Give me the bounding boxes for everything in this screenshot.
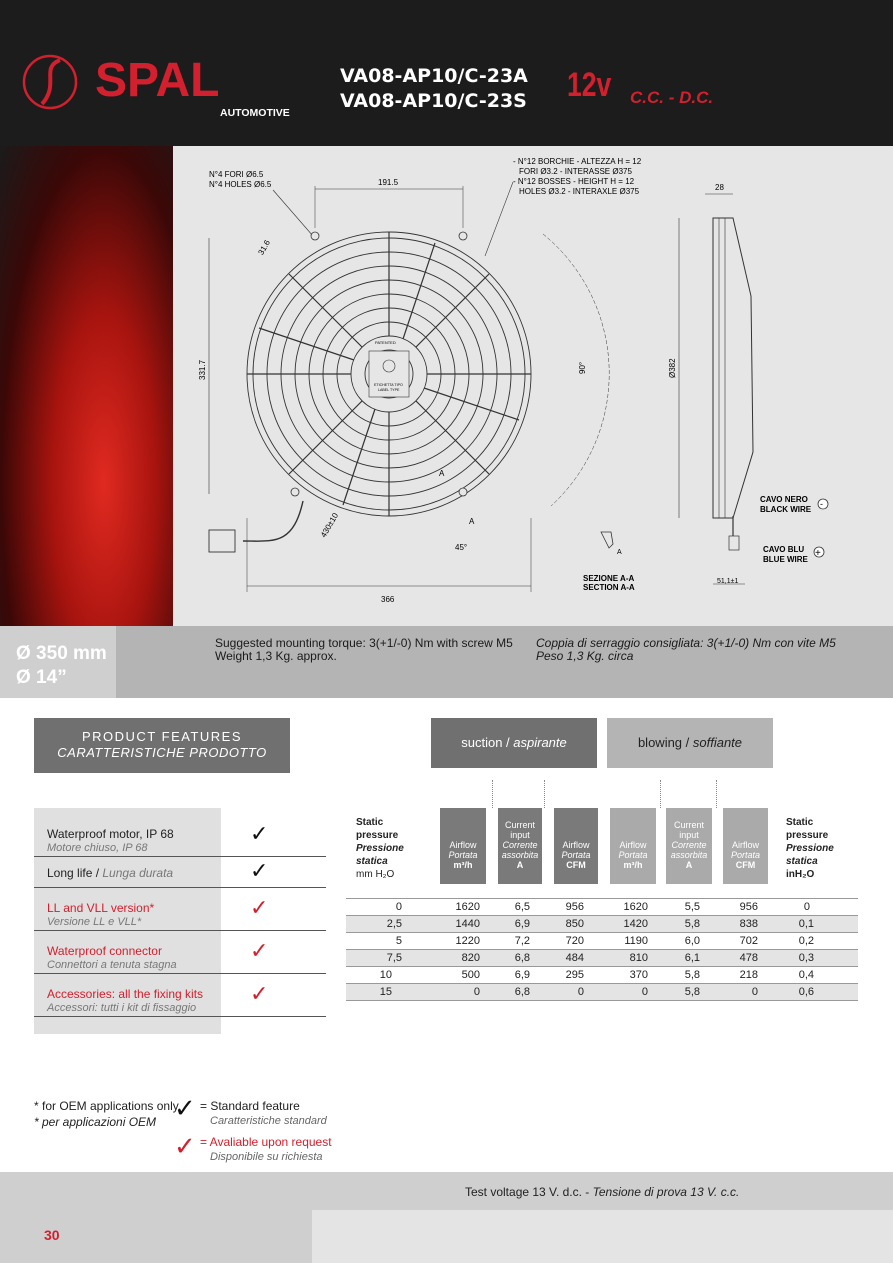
holes-label-en: N°4 HOLES Ø6.5	[209, 180, 272, 189]
header	[0, 0, 893, 146]
table-row: 2,5 1440 6,9 850 1420 5,8 838 0,1	[346, 916, 858, 933]
suction-label-it: aspirante	[513, 735, 567, 750]
product-features-header	[34, 718, 290, 773]
dim-331: 331.7	[198, 359, 207, 380]
legend-request-en: = Avaliable upon request	[200, 1135, 332, 1149]
label-a-1: A	[439, 469, 445, 478]
static-pressure-header-right: Static pressure Pressione statica inH₂O	[786, 817, 834, 880]
suction-airflow-m3-header: Airflow Portata m³/h	[440, 808, 486, 884]
black-wire-label-it: CAVO NERO	[760, 495, 808, 504]
divider	[716, 780, 717, 808]
product-features-title-en: PRODUCT FEATURES	[81, 729, 243, 744]
feature-label-en: Long life / Lunga durata	[47, 866, 174, 880]
minus-sign: -	[820, 499, 823, 509]
blue-wire-label-it: CAVO BLU	[763, 545, 805, 554]
model-1: VA08-AP10/C-23A	[340, 65, 528, 87]
spal-logo	[20, 54, 300, 124]
feature-label-it: Motore chiuso, IP 68	[47, 842, 148, 854]
note-torque-it: Coppia di serraggio consigliata: 3(+1/-0) Nm con vite M5	[536, 636, 836, 650]
blowing-current-header: Current input Corrente assorbita A	[666, 808, 712, 884]
request-checkmark-icon: ✓	[174, 1132, 196, 1162]
dim-51: 51,1±1	[717, 578, 739, 585]
bosses-label-3: - N°12 BOSSES - HEIGHT H = 12	[513, 177, 635, 186]
dim-28: 28	[715, 183, 724, 192]
page-number: 30	[44, 1227, 60, 1243]
table-row: 7,5 820 6,8 484 810 6,1 478 0,3	[346, 950, 858, 967]
fan-drawing-svg	[173, 146, 893, 626]
divider	[492, 780, 493, 808]
technical-drawing	[173, 146, 893, 626]
bosses-label-1: - N°12 BORCHIE - ALTEZZA H = 12	[513, 157, 642, 166]
blowing-label-en: blowing /	[637, 735, 693, 750]
dim-430: 430±10	[318, 511, 341, 539]
blowing-label-it: soffiante	[692, 735, 743, 750]
suction-current-header: Current input Corrente assorbita A	[498, 808, 542, 884]
note-torque-en: Suggested mounting torque: 3(+1/-0) Nm with screw M5	[215, 636, 513, 650]
plus-sign: +	[815, 548, 821, 559]
legend-standard-it: Caratteristiche standard	[210, 1115, 327, 1127]
feature-label-it: Versione LL e VLL*	[47, 916, 142, 928]
oem-note-it: * per applicazioni OEM	[34, 1115, 157, 1129]
table-row: 5 1220 7,2 720 1190 6,0 702 0,2	[346, 933, 858, 950]
feature-row	[34, 974, 326, 1017]
feature-row	[34, 857, 326, 888]
label-a-section: A	[617, 549, 622, 556]
suction-label-en: suction /	[461, 735, 514, 750]
checkmark-icon: ✓	[250, 982, 269, 1007]
holes-label-it: N°4 FORI Ø6.5	[209, 170, 264, 179]
feature-label-it: Lunga durata	[102, 866, 174, 880]
label-type-it: ETICHETTA TIPO	[374, 383, 403, 387]
feature-row	[34, 814, 326, 857]
table-row: 10 500 6,9 295 370 5,8 218 0,4	[346, 967, 858, 984]
blowing-airflow-m3-header: Airflow Portata m³/h	[610, 808, 656, 884]
legend-standard-en: = Standard feature	[200, 1099, 300, 1113]
dim-90: 90°	[578, 361, 587, 374]
legend-standard	[200, 1099, 327, 1129]
note-weight-en: Weight 1,3 Kg. approx.	[215, 649, 337, 663]
feature-label-it: Connettori a tenuta stagna	[47, 959, 177, 971]
suction-header	[431, 718, 597, 768]
dim-382: Ø382	[668, 358, 677, 378]
blowing-airflow-cfm-header: Airflow Portata CFM	[723, 808, 768, 884]
blowing-header	[607, 718, 773, 768]
feature-row	[34, 931, 326, 974]
table-row: 15 0 6,8 0 0 5,8 0 0,6	[346, 984, 858, 1001]
checkmark-icon: ✓	[250, 896, 269, 921]
test-voltage-en: Test voltage 13 V. d.c. -	[465, 1185, 593, 1199]
dim-191: 191.5	[378, 178, 399, 187]
test-voltage-band	[0, 1172, 893, 1210]
standard-checkmark-icon: ✓	[174, 1094, 196, 1124]
suction-airflow-cfm-header: Airflow Portata CFM	[554, 808, 598, 884]
model-numbers	[340, 64, 528, 114]
diameter-mm: Ø 350 mm	[16, 643, 107, 664]
feature-label-en: Waterproof motor, IP 68	[47, 827, 174, 841]
product-features-title-it: CARATTERISTICHE PRODOTTO	[57, 745, 267, 760]
section-label-it: SEZIONE A-A	[583, 574, 635, 583]
footer-right	[312, 1210, 893, 1263]
feature-label-it: Accessori: tutti i kit di fissaggio	[47, 1002, 197, 1014]
legend-request	[200, 1135, 332, 1165]
brand-subtitle: AUTOMOTIVE	[220, 107, 290, 119]
decorative-red-panel	[0, 146, 173, 626]
checkmark-icon: ✓	[250, 822, 269, 847]
feature-label-en: LL and VLL version*	[47, 901, 155, 915]
notes-en	[215, 637, 513, 663]
dim-31: 31.6	[256, 238, 272, 257]
dim-45: 45°	[455, 543, 468, 552]
bosses-label-4: HOLES Ø3.2 - INTERAXLE Ø375	[519, 187, 640, 196]
section-label-en: SECTION A-A	[583, 583, 635, 592]
divider	[544, 780, 545, 808]
blue-wire-label-en: BLUE WIRE	[763, 555, 808, 564]
patented-mark: PATENTED	[375, 340, 396, 345]
note-weight-it: Peso 1,3 Kg. circa	[536, 649, 634, 663]
legend-request-it: Disponibile su richiesta	[210, 1151, 323, 1163]
voltage: 12v	[567, 66, 612, 104]
checkmark-icon: ✓	[250, 939, 269, 964]
bosses-label-2: FORI Ø3.2 - INTERASSE Ø375	[519, 167, 632, 176]
label-type-en: LABEL TYPE	[378, 388, 400, 392]
test-voltage	[465, 1185, 739, 1199]
test-voltage-it: Tensione di prova 13 V. c.c.	[592, 1185, 740, 1199]
table-row: 0 1620 6,5 956 1620 5,5 956 0	[346, 899, 858, 916]
oem-note-en: * for OEM applications only.	[34, 1099, 182, 1113]
checkmark-icon: ✓	[250, 859, 269, 884]
feature-label-en: Accessories: all the fixing kits	[47, 987, 204, 1001]
dim-366: 366	[381, 595, 395, 604]
oem-note	[34, 1098, 181, 1130]
feature-row	[34, 888, 326, 931]
feature-label-en: Waterproof connector	[47, 944, 162, 958]
divider	[660, 780, 661, 808]
model-2: VA08-AP10/C-23S	[340, 90, 527, 112]
voltage-type: C.C. - D.C.	[630, 88, 714, 107]
static-pressure-header-left: Static pressure Pressione statica mm H₂O	[356, 817, 404, 880]
diameter-inch: Ø 14”	[16, 667, 67, 688]
black-wire-label-en: BLACK WIRE	[760, 505, 812, 514]
notes-it	[536, 637, 836, 663]
brand-name: SPAL	[95, 54, 220, 107]
label-a-2: A	[469, 517, 475, 526]
diameter-box	[0, 626, 116, 698]
